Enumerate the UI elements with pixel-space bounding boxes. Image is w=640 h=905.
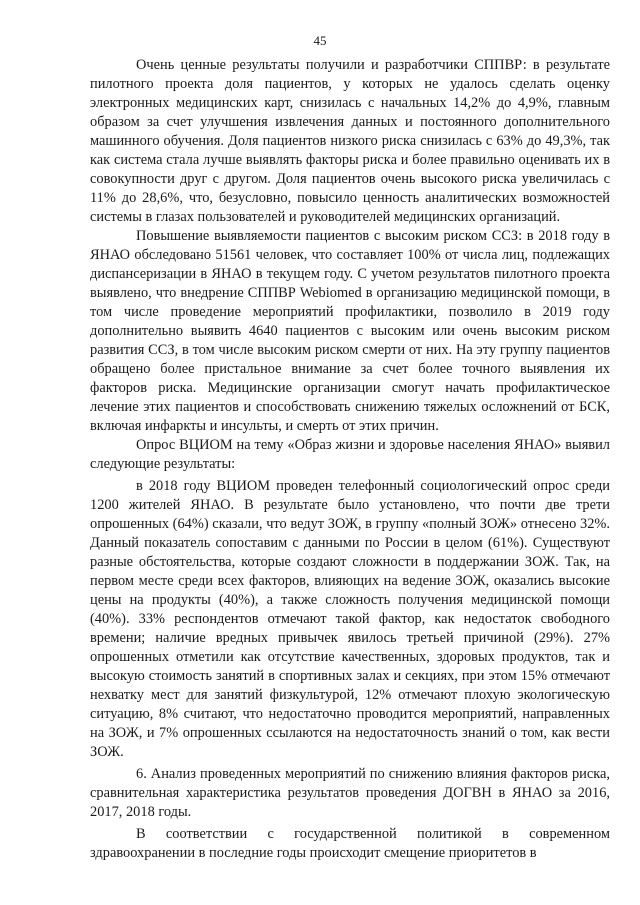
paragraph-section-6-heading: 6. Анализ проведенных мероприятий по снижению влияния факторов риска, сравнительная характеристика результатов проведения ДОГВН в ЯНАО за 2016, 2017, 2018 годы. xyxy=(90,766,610,820)
paragraph-high-risk-detection: Повышение выявляемости пациентов с высоким риском ССЗ: в 2018 году в ЯНАО обследовано 51561 человек, что составляет 100% от числа лиц, подлежащих диспансеризации в ЯНАО в текущем году. С учетом результатов пилотного проекта выявлено, что внедрение СППВР Webiomed в организацию медицинской помощи, в том числе проведение мероприятий профилактики, позволило в 2019 году дополнительно выявить 4640 пациентов с высоким или очень высоким риском развития ССЗ, в том числе высоким риском смерти от них. На эту группу пациентов обращено более пристальное внимание за счет более точного выявления их факторов риска. Медицинские организации смогут начать профилактическое лечение этих пациентов и способствовать снижению тяжелых осложнений от БСК, включая инфаркты и инсульты, и смерть от этих причин. xyxy=(90,228,610,434)
document-body xyxy=(90,56,610,863)
paragraph-vciom-survey-intro: Опрос ВЦИОМ на тему «Образ жизни и здоровье населения ЯНАО» выявил следующие результаты: xyxy=(90,437,610,472)
paragraph-vciom-survey-results: в 2018 году ВЦИОМ проведен телефонный социологический опрос среди 1200 жителей ЯНАО. В результате было установлено, что почти две трети опрошенных (64%) сказали, что ведут ЗОЖ, в группу «полный ЗОЖ» отнесено 32%. Данный показатель сопоставим с данными по России в целом (61%). Существуют разные обстоятельства, которые создают сложности в поддержании ЗОЖ. Так, на первом месте среди всех факторов, влияющих на ведение ЗОЖ, оказались высокие цены на продукты (40%), а также сложность получения медицинской помощи (40%). 33% респондентов отмечают такой фактор, как недостаток свободного времени; наличие вредных привычек явилось третьей причиной (29%). 27% опрошенных отметили как отсутствие качественных, здоровых продуктов, так и высокую стоимость занятий в спортивных залах и секциях, при этом 15% отмечают нехватку мест для занятий физкультурой, 12% отмечают плохую экологическую ситуацию, 8% считают, что недостаточно проводится мероприятий, направленных на ЗОЖ, и 7% опрошенных ссылаются на недостаточность знаний о том, как вести ЗОЖ. xyxy=(90,478,610,760)
paragraph-sppvr-results: Очень ценные результаты получили и разработчики СППВР: в результате пилотного проекта доля пациентов, у которых не удалось сделать оценку электронных медицинских карт, снизилась с начальных 14,2% до 4,9%, главным образом за счет улучшения извлечения данных и постоянного дополнительного машинного обучения. Доля пациентов низкого риска снизилась с 63% до 49,3%, так как система стала лучше выявлять факторы риска и более правильно оценивать их в совокупности друг с другом. Доля пациентов очень высокого риска увеличилась с 11% до 28,6%, что, безусловно, повысило ценность аналитических возможностей системы в глазах пользователей и руководителей медицинских организаций. xyxy=(90,57,610,225)
page-number: 45 xyxy=(313,33,327,48)
paragraph-state-policy: В соответствии с государственной политикой в современном здравоохранении в последние годы происходит смещение приоритетов в xyxy=(90,826,610,861)
